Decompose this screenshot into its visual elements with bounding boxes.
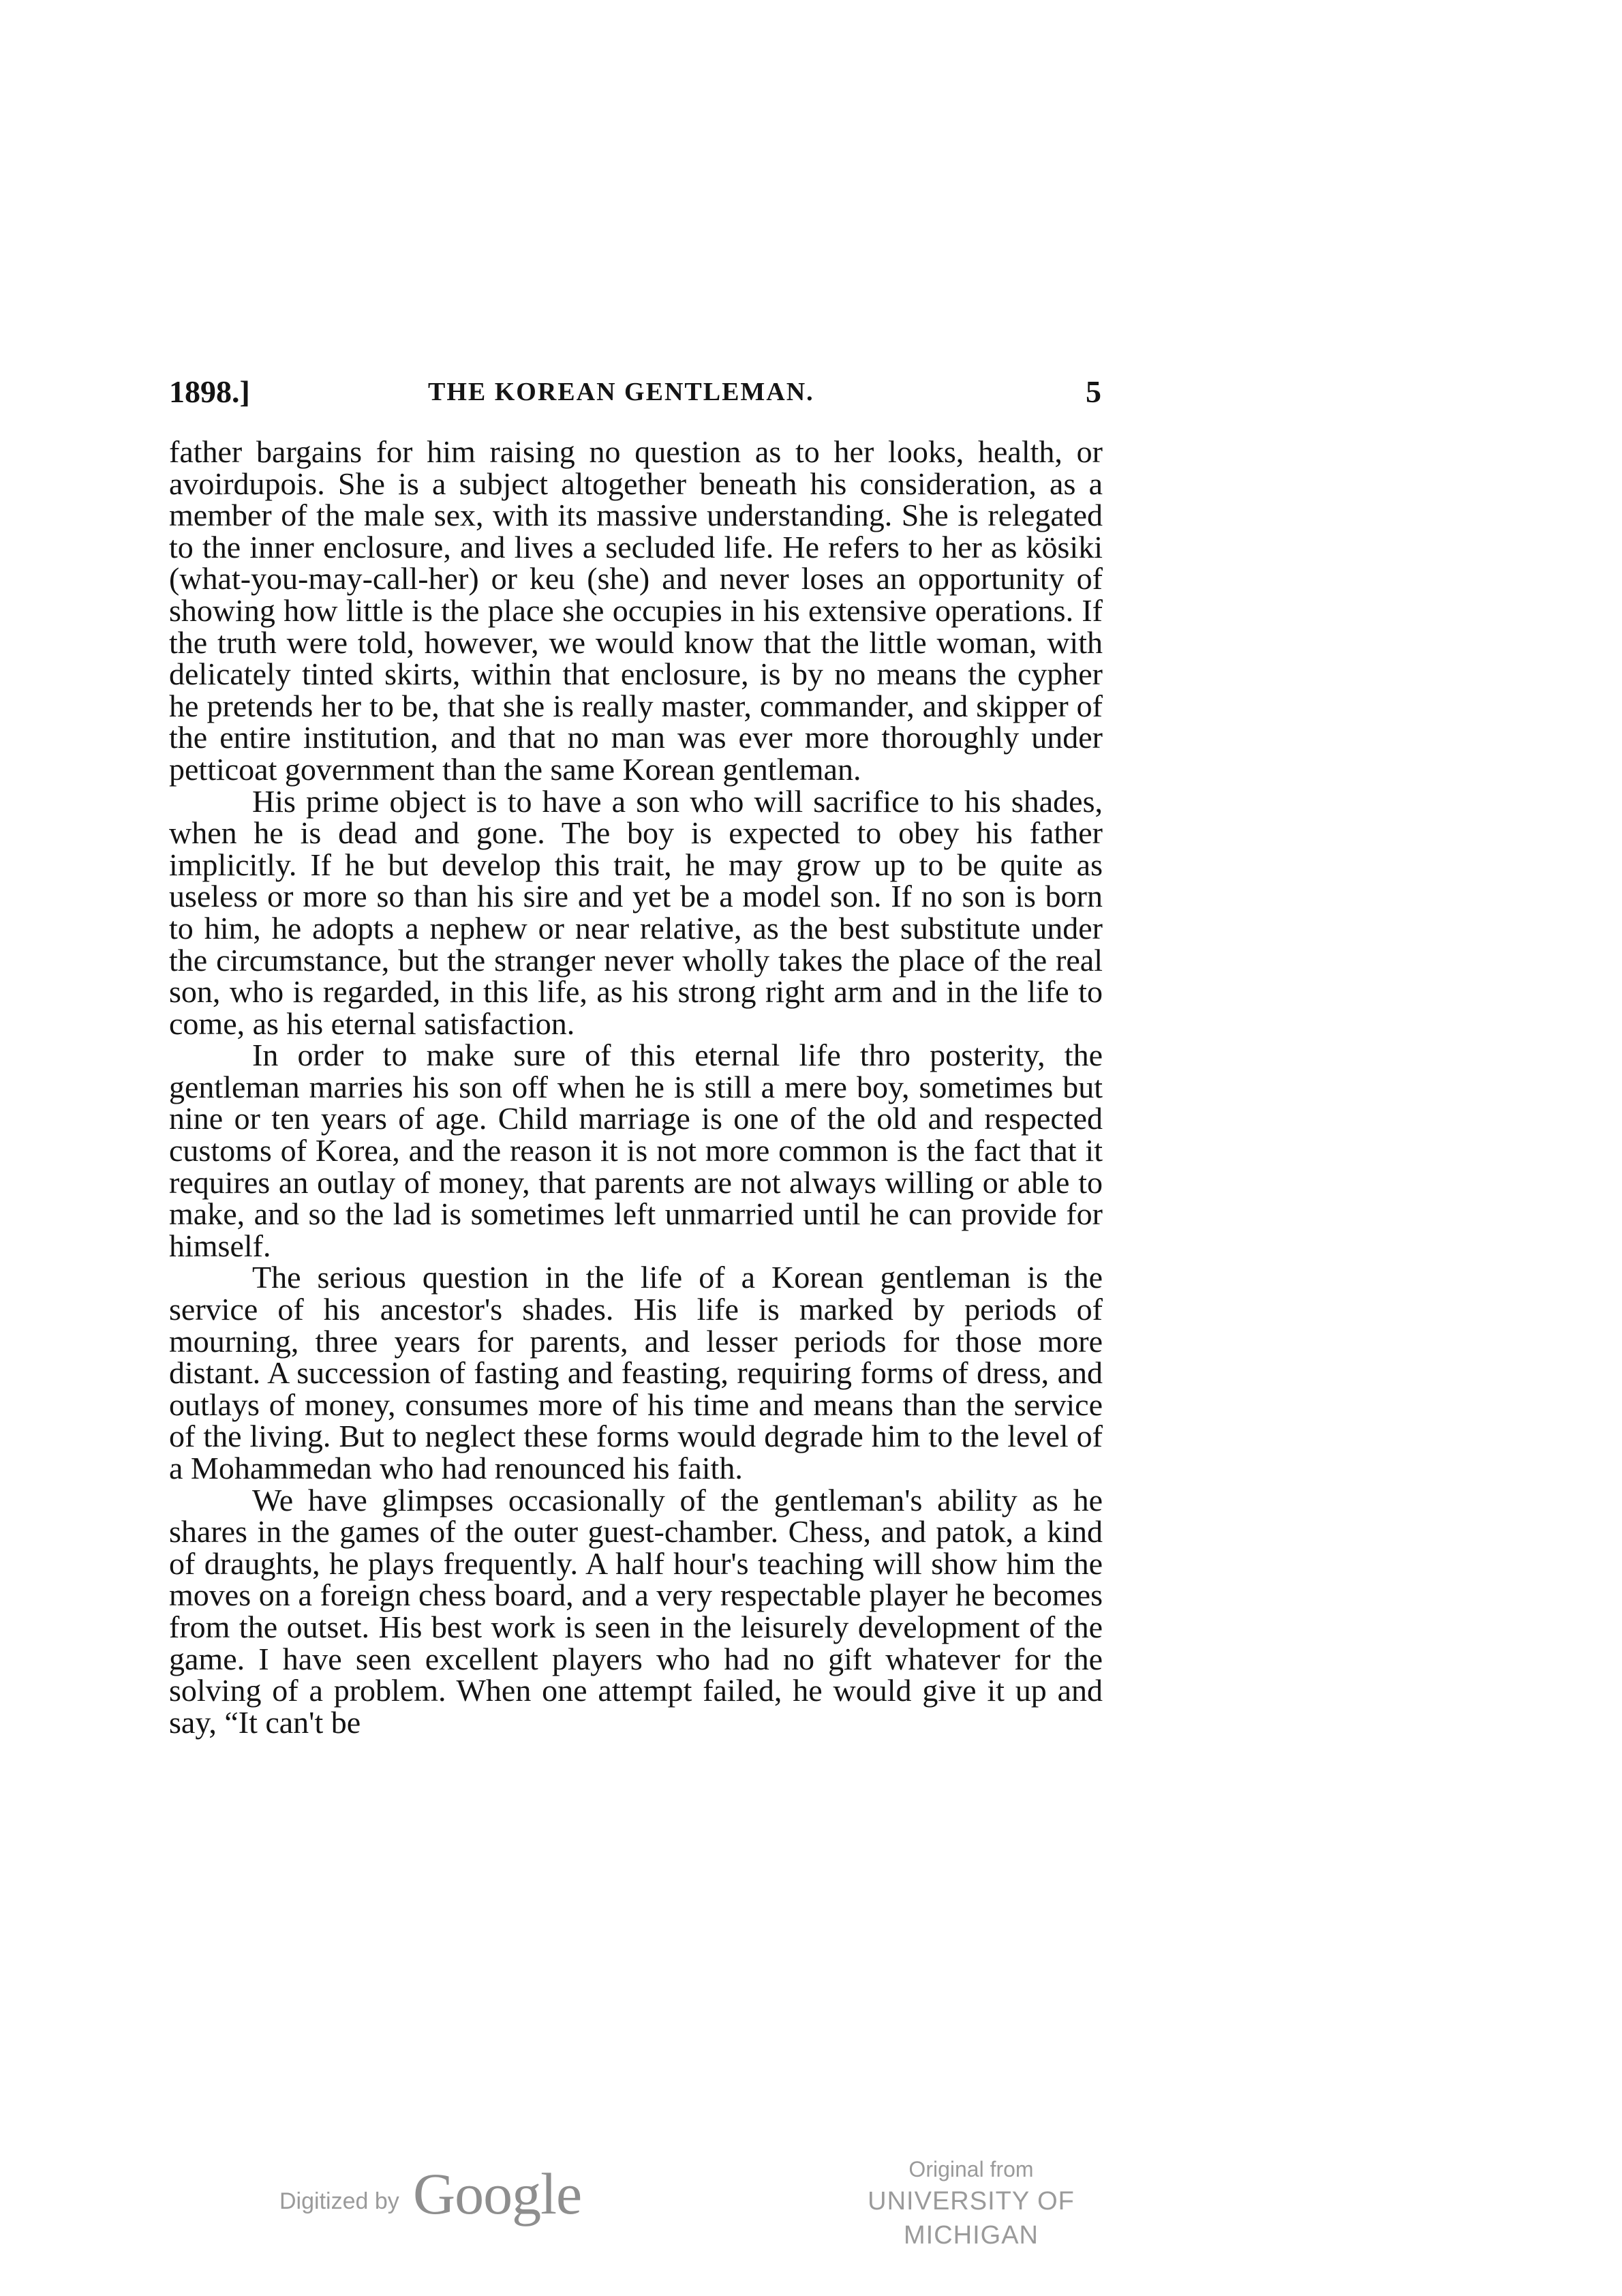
original-from-watermark [811,2154,1131,2250]
body-text [169,436,1103,1738]
paragraph-3: In order to make sure of this eternal life thro posterity, the gentleman marries his son off when he is still a mere boy, sometimes but nine or ten years of age. Child marriage is one of the old and respected customs of Korea, and the reason it is not more common is the fact that it requires an outlay of money, that parents are not always willing or able to make, and so the lad is sometimes left unmarried until he can provide for himself. [169,1038,1103,1263]
paragraph-2: His prime object is to have a son who will sacrifice to his shades, when he is dead and gone. The boy is expected to obey his father implicitly. If he but develop this trait, he may grow up to be quite as useless or more so than his sire and yet be a model son. If no son is born to him, he adopts a nephew or near relative, as the best substitute under the circumstance, but the stranger never wholly takes the place of the real son, who is regarded, in this life, as his strong right arm and in the life to come, as his eternal satisfaction. [169,783,1103,1041]
running-head [169,368,1101,416]
header-title: THE KOREAN GENTLEMAN. [428,378,814,406]
paragraph-5: We have glimpses occasionally of the gentleman's ability as he shares in the games of the outer guest-chamber. Chess, and patok, a kind of draughts, he plays frequently. A half hour's teaching will show him the moves on a foreign chess board, and a very respectable player he becomes from the outset. His best work is seen in the leisurely development of the game. I have seen excellent players who had no gift whatever for the solving of a problem. When one attempt failed, he would give it up and say, “It can't be [169,1482,1103,1740]
original-from-label: Original from [908,2157,1034,2181]
paragraph-1: father bargains for him raising no question as to her looks, health, or avoirdupois. She is a subject altogether beneath his consideration, as a member of the male sex, with its massive understanding. She is relegated to the inner enclosure, and lives a secluded life. He refers to her as kösiki (what-you-may-call-her) or keu (she) and never loses an opportunity of showing how little is the place she occupies in his extensive operations. If the truth were told, however, we would know that the little woman, with delicately tinted skirts, within that enclosure, is by no means the cypher he pretends her to be, that she is really master, commander, and skipper of the entire institution, and that no man was ever more thoroughly under petticoat government than the same Korean gentleman. [169,434,1103,787]
google-logo: Google [413,2161,582,2226]
institution-name: UNIVERSITY OF MICHIGAN [868,2187,1075,2250]
header-year: 1898.] [169,374,250,409]
page-number: 5 [1086,374,1101,409]
paragraph-4: The serious question in the life of a Korean gentleman is the service of his ancestor's shades. His life is marked by periods of mourning, three years for parents, and lesser periods for those more distant. A succession of fasting and feasting, requiring forms of dress, and outlays of money, consumes more of his time and means than the service of the living. But to neglect these forms would degrade him to the level of a Mohammedan who had renounced his faith. [169,1260,1103,1485]
digitized-by-watermark [279,2153,661,2228]
digitized-by-label: Digitized by [279,2188,399,2214]
